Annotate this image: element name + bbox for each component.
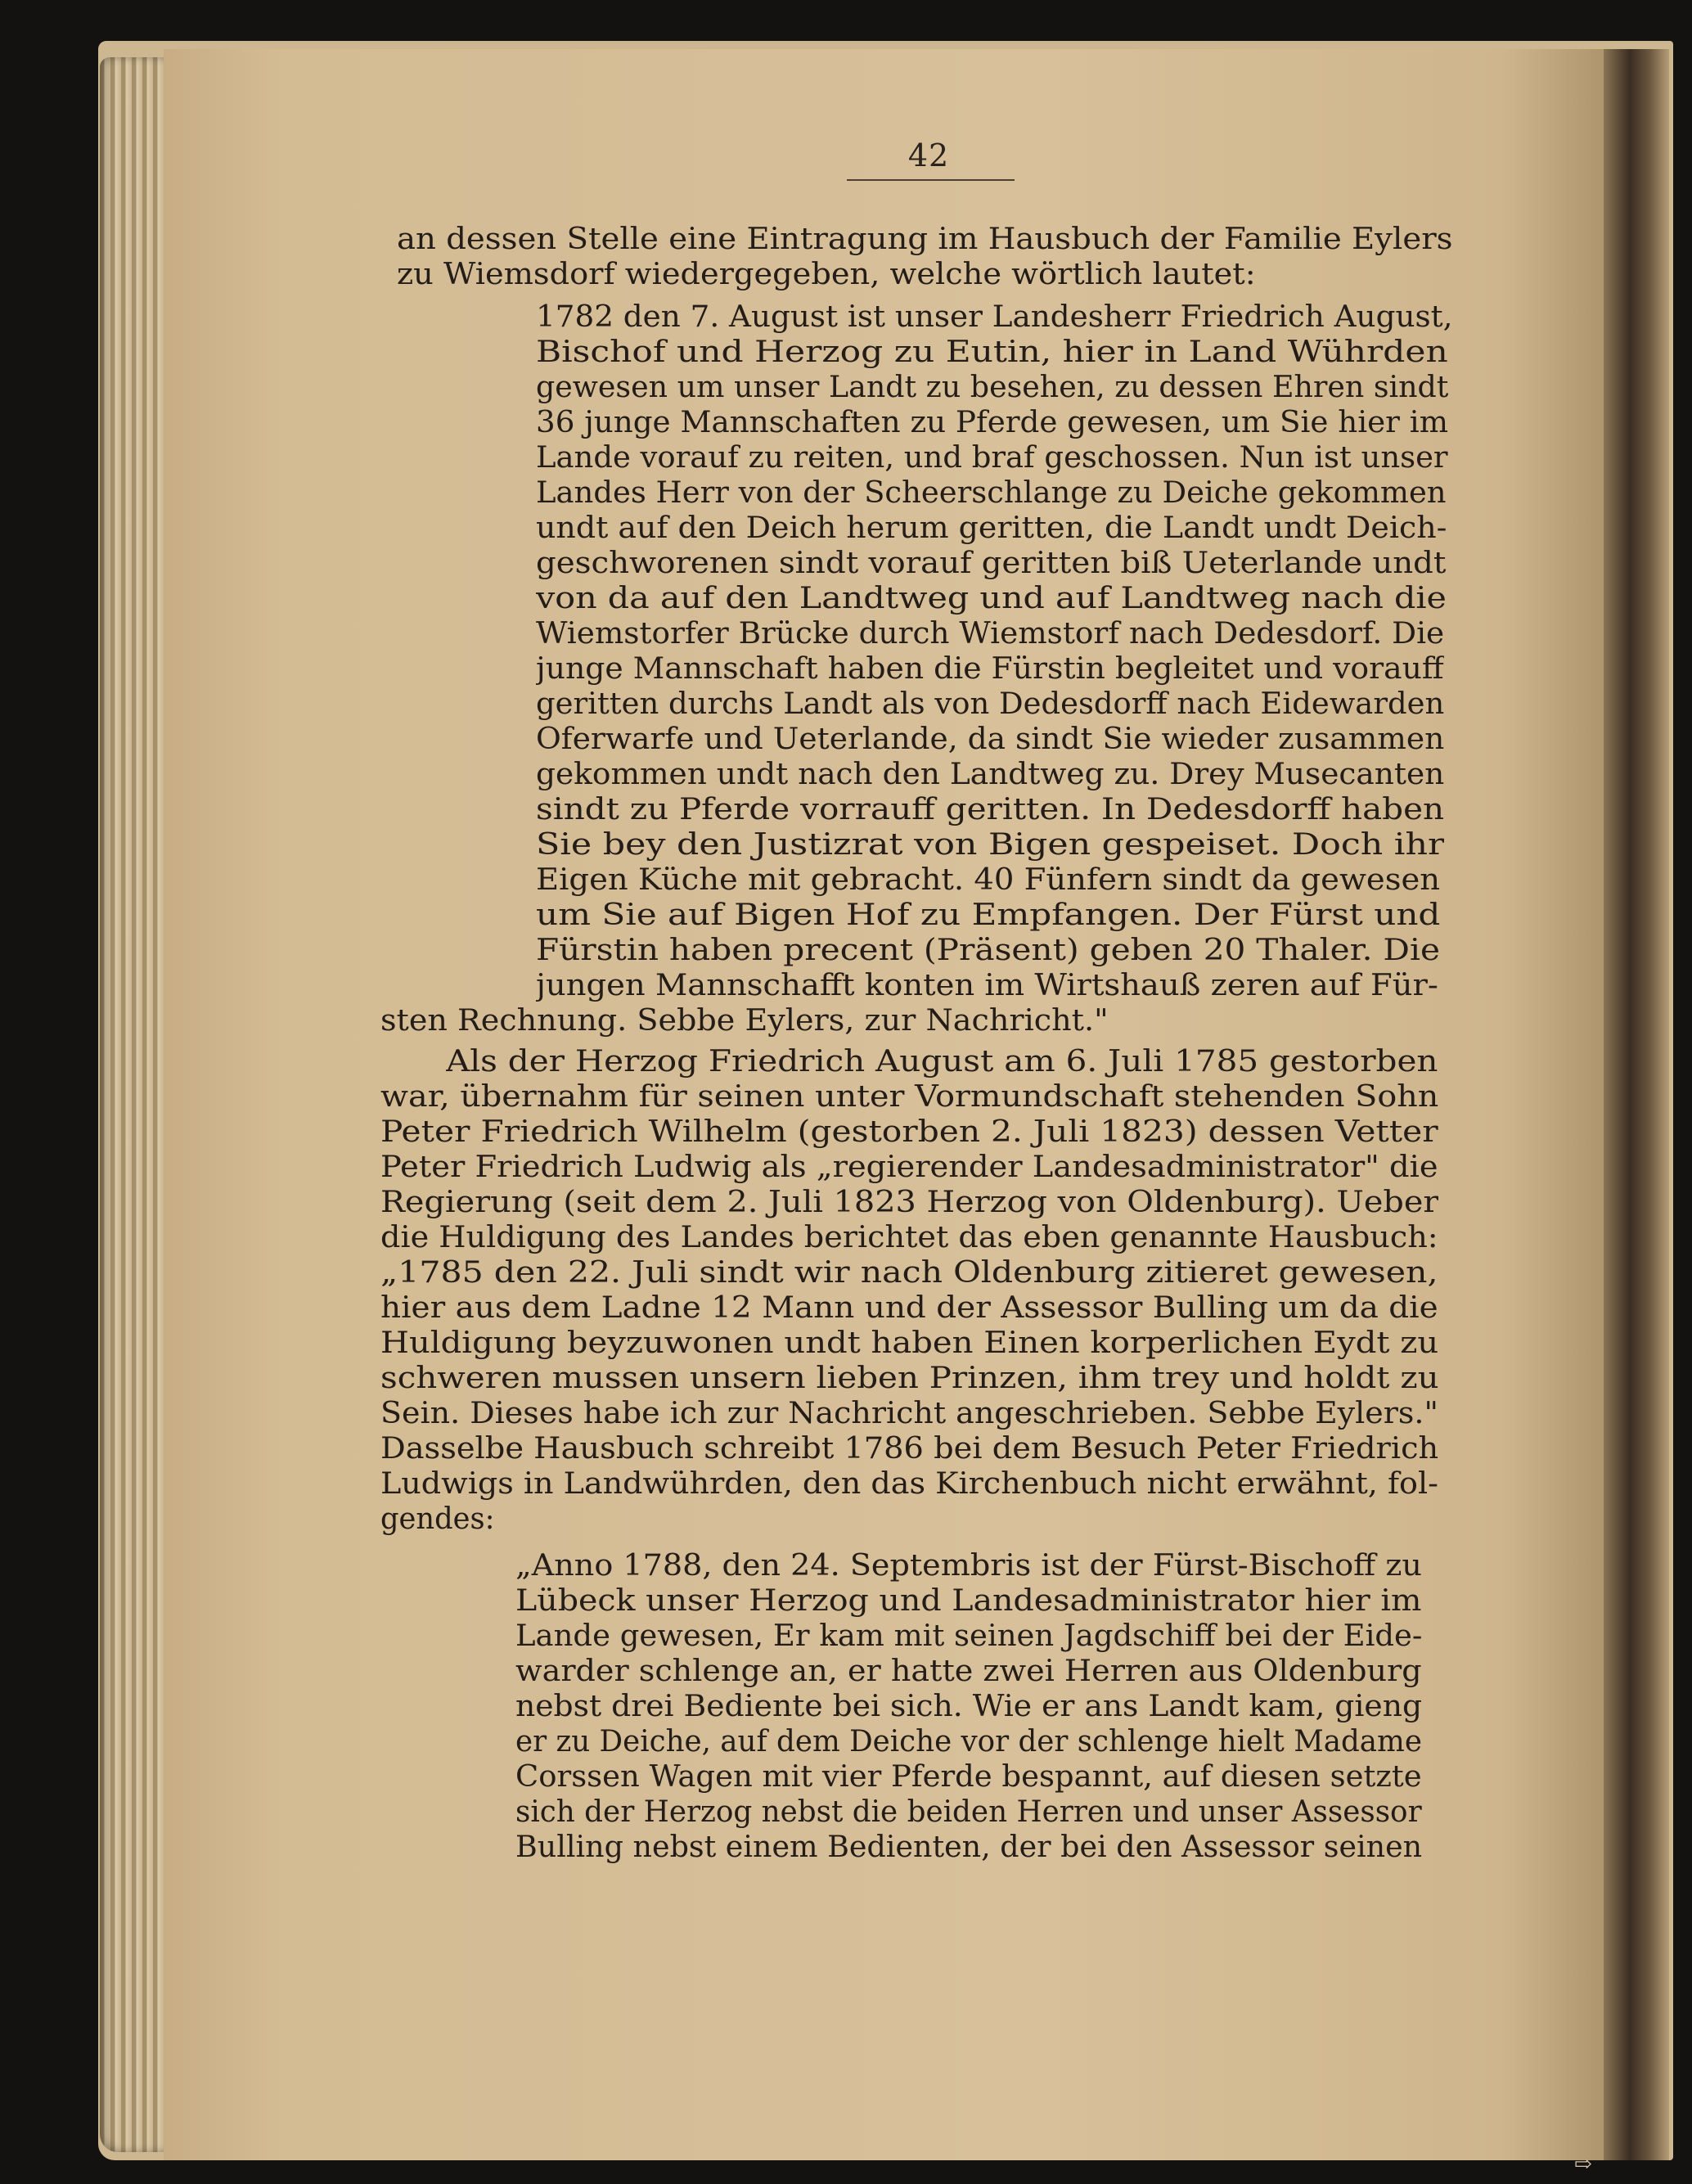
arrow-mark-icon: ⇨: [1574, 2152, 1592, 2177]
text-line: Sie bey den Justizrat von Bigen gespeiset. Doch ihr: [536, 828, 1445, 862]
text-line: Peter Friedrich Wilhelm (gestorben 2. Juli 1823) dessen Vetter: [380, 1115, 1438, 1149]
text-line: um Sie auf Bigen Hof zu Empfangen. Der Fürst und: [536, 898, 1441, 932]
text-line: gendes:: [380, 1502, 495, 1536]
text-line: sich der Herzog nebst die beiden Herren und unser Assessor: [515, 1795, 1422, 1829]
text-line: Ludwigs in Landwührden, den das Kirchenbuch nicht erwähnt, fol-: [380, 1467, 1438, 1501]
text-line: er zu Deiche, auf dem Deiche vor der schlenge hielt Madame: [515, 1725, 1422, 1758]
text-line: Huldigung beyzuwonen undt haben Einen korperlichen Eydt zu: [380, 1326, 1439, 1360]
text-line: geritten durchs Landt als von Dedesdorff nach Eidewarden: [536, 687, 1445, 721]
text-line: hier aus dem Ladne 12 Mann und der Assessor Bulling um da die: [380, 1291, 1438, 1325]
text-line: schweren mussen unsern lieben Prinzen, ihm trey und holdt zu: [380, 1362, 1439, 1395]
text-line: Corssen Wagen mit vier Pferde bespannt, auf diesen setzte: [515, 1760, 1422, 1794]
text-line: an dessen Stelle eine Eintragung im Hausbuch der Familie Eylers: [397, 223, 1453, 256]
text-line: 36 junge Mannschaften zu Pferde gewesen, um Sie hier im: [536, 406, 1449, 439]
text-line: von da auf den Landtweg und auf Landtweg nach die: [536, 582, 1447, 615]
text-line: zu Wiemsdorf wiedergegeben, welche wörtlich lautet:: [397, 258, 1256, 291]
text-line: „Anno 1788, den 24. Septembris ist der Fürst-Bischoff zu: [515, 1549, 1422, 1583]
text-line: 1782 den 7. August ist unser Landesherr Friedrich August,: [536, 300, 1453, 334]
text-line: geschworenen sindt vorauf geritten biß Ueterlande undt: [536, 547, 1447, 580]
text-line: sindt zu Pferde vorrauff geritten. In Dedesdorff haben: [536, 793, 1445, 826]
text-line: Als der Herzog Friedrich August am 6. Juli 1785 gestorben: [446, 1045, 1438, 1078]
text-line: Lübeck unser Herzog und Landesadministrator hier im: [515, 1584, 1422, 1618]
text-line: Oferwarfe und Ueterlande, da sindt Sie wieder zusammen: [536, 723, 1445, 756]
text-line: junge Mannschaft haben die Fürstin begleitet und vorauff: [536, 652, 1444, 686]
text-line: Wiemstorfer Brücke durch Wiemstorf nach Dedesdorf. Die: [536, 617, 1445, 651]
text-line: nebst drei Bediente bei sich. Wie er ans Landt kam, gieng: [515, 1690, 1423, 1723]
text-line: Fürstin haben precent (Präsent) geben 20 Thaler. Die: [536, 934, 1440, 967]
text-line: Regierung (seit dem 2. Juli 1823 Herzog von Oldenburg). Ueber: [380, 1186, 1439, 1219]
page-number: 42: [907, 137, 950, 173]
text-line: „1785 den 22. Juli sindt wir nach Oldenburg zitieret gewesen,: [380, 1256, 1438, 1290]
text-line: jungen Mannschafft konten im Wirtshauß zeren auf Für-: [536, 969, 1438, 1002]
text-line: warder schlenge an, er hatte zwei Herren aus Oldenburg: [515, 1655, 1422, 1688]
text-line: gekommen undt nach den Landtweg zu. Drey Musecanten: [536, 758, 1445, 791]
text-line: Sein. Dieses habe ich zur Nachricht angeschrieben. Sebbe Eylers.": [380, 1397, 1438, 1430]
text-line: die Huldigung des Landes berichtet das eben genannte Hausbuch:: [380, 1221, 1438, 1254]
text-line: Dasselbe Hausbuch schreibt 1786 bei dem Besuch Peter Friedrich: [380, 1432, 1439, 1466]
text-line: gewesen um unser Landt zu besehen, zu dessen Ehren sindt: [536, 371, 1449, 404]
text-line: Landes Herr von der Scheerschlange zu Deiche gekommen: [536, 476, 1447, 510]
text-line: war, übernahm für seinen unter Vormundschaft stehenden Sohn: [380, 1080, 1439, 1114]
text-line: Eigen Küche mit gebracht. 40 Fünfern sindt da gewesen: [536, 863, 1441, 897]
text-line: Lande gewesen, Er kam mit seinen Jagdschiff bei der Eide-: [515, 1619, 1423, 1653]
text-line: Bischof und Herzog zu Eutin, hier in Land Wührden: [536, 335, 1448, 369]
text-line: Peter Friedrich Ludwig als „regierender Landesadministrator" die: [380, 1151, 1438, 1184]
text-line: undt auf den Deich herum geritten, die Landt undt Deich-: [536, 511, 1447, 545]
text-line: Bulling nebst einem Bedienten, der bei den Assessor seinen: [515, 1831, 1423, 1864]
text-line: sten Rechnung. Sebbe Eylers, zur Nachricht.": [380, 1004, 1109, 1038]
text-line: Lande vorauf zu reiten, und braf geschossen. Nun ist unser: [536, 441, 1448, 475]
